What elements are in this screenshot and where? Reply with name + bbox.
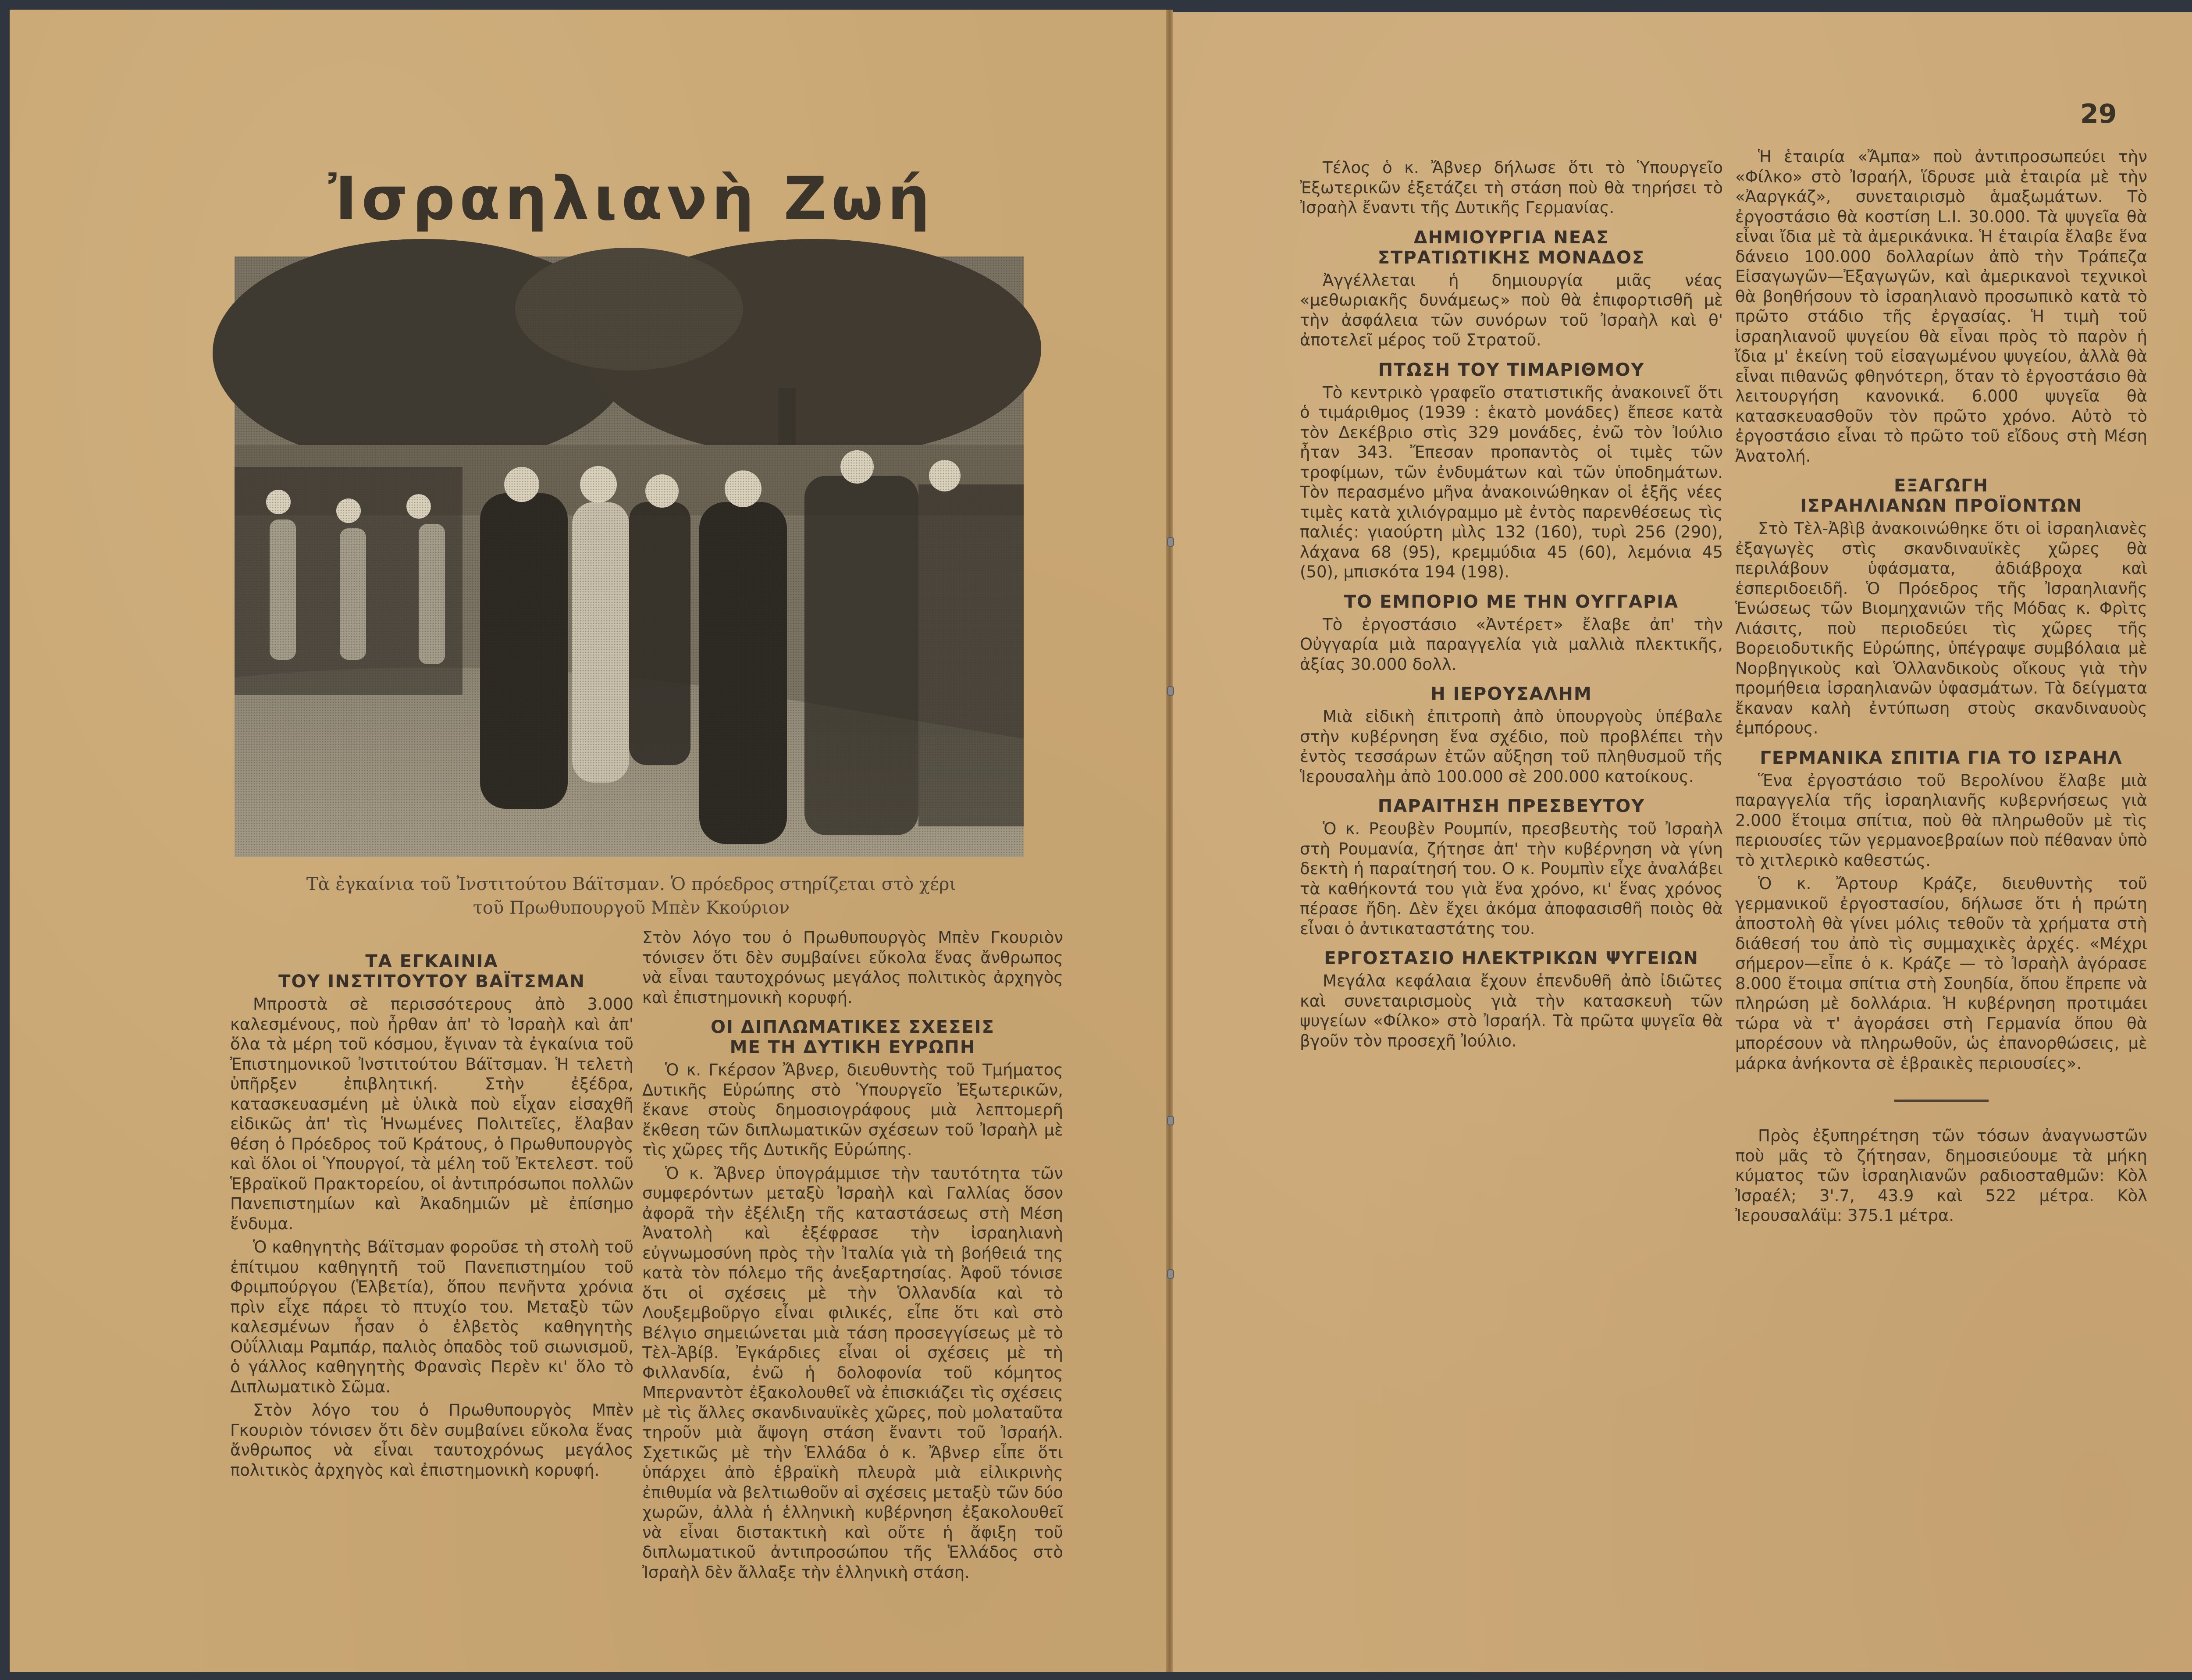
- weizmann-paragraph-1: Μπροστὰ σὲ περισσότερους ἀπὸ 3.000 καλεσμένους, ποὺ ἦρθαν ἀπ' τὸ Ἰσραὴλ καὶ ἀπ' ὅλα τὰ μέρη τοῦ κόσμου, ἔγιναν τὰ ἐγκαίνια τοῦ Ἐπιστημονικοῦ Ἰνστιτούτου Βάϊτσμαν. Ἡ τελετὴ ὑπῆρξεν ἐπιβλητική. Στὴν ἐξέδρα, κατασκευασμένη μὲ ὑλικὰ ποὺ εἶχαν εἰσαχθῆ εἰδικῶς ἀπ' τὶς Ἡνωμένες Πολιτεῖες, ἔλαβαν θέση ὁ Πρόεδρος τοῦ Κράτους, ὁ Πρωθυπουργὸς καὶ ὅλοι οἱ Ὑπουργοί, τὰ μέλη τοῦ Ἐκτελεστ. τοῦ Ἑβραϊκοῦ Πρακτορείου, οἱ ἀντιπρόσωποι πολλῶν Πανεπιστημίων καὶ Ἀκαδημιῶν μὲ ἐπίσημο ἔνδυμα.: [230, 995, 633, 1233]
- diplomatic-paragraph-3: Τέλος ὁ κ. Ἄβνερ δήλωσε ὅτι τὸ Ὑπουργεῖο Ἐξωτερικῶν ἐξετάζει τὴ στάση ποὺ θὰ τηρήσει τὸ Ἰσραὴλ ἔναντι τῆς Δυτικῆς Γερμανίας.: [1300, 158, 1723, 217]
- heading-jerusalem: Η ΙΕΡΟΥΣΑΛΗΜ: [1430, 684, 1592, 704]
- page-title: Ἰσραηλιανὴ Ζωή: [328, 164, 935, 234]
- fridges-paragraph-1: Μεγάλα κεφάλαια ἔχουν ἐπενδυθῆ ἀπὸ ἰδιῶτες καὶ συνεταιρισμοὺς γιὰ τὴν κατασκευὴ τῶν ψυγείων «Φίλκο» στὸ Ἰσραήλ. Τὰ πρῶτα ψυγεῖα θὰ βγοῦν τὸν προσεχῆ Ἰούλιο.: [1300, 972, 1723, 1050]
- weizmann-paragraph-3: Στὸν λόγο του ὁ Πρωθυπουργὸς Μπὲν Γκουριὸν τόνισεν ὅτι δὲν συμβαίνει εὔκολα ἕνας ἄνθρωπος νὰ εἶναι ταυτοχρόνως μεγάλος πολιτικὸς ἀρχηγὸς καὶ ἐπιστημονικὴ κορυφή.: [230, 1401, 633, 1480]
- column-1: [230, 951, 633, 1480]
- heading-hungary: ΤΟ ΕΜΠΟΡΙΟ ΜΕ ΤΗΝ ΟΥΓΓΑΡΙΑ: [1344, 591, 1679, 612]
- heading-weizmann: [230, 951, 633, 992]
- heading-weizmann-line2: ΤΟΥ ΙΝΣΤΙΤΟΥΤΟΥ ΒΑΪΤΣΜΑΝ: [278, 972, 585, 992]
- heading-military-line1: ΔΗΜΙΟΥΡΓΙΑ ΝΕΑΣ: [1413, 227, 1609, 248]
- weizmann-paragraph-3-tail: Στὸν λόγο του ὁ Πρωθυπουργὸς Μπὲν Γκουριὸν τόνισεν ὅτι δὲν συμβαίνει εὔκολα ἕνας ἄνθρωπος νὰ εἶναι ταυτοχρόνως μεγάλος πολιτικὸς ἀρχηγὸς καὶ ἐπιστημονικὴ κορυφή.: [642, 928, 1063, 1007]
- staple-icon: [1167, 686, 1174, 696]
- houses-paragraph-1: Ἕνα ἐργοστάσιο τοῦ Βερολίνου ἔλαβε μιὰ παραγγελία τῆς ἰσραηλιανῆς κυβερνήσεως γιὰ 2.000 ἕτοιμα σπίτια, ποὺ θὰ πληρωθοῦν μὲ τὶς περιουσίες τῶν γερμανοεβραίων ποὺ πέθαναν ὑπὸ τὸ χιτλερικὸ καθεστώς.: [1735, 771, 2147, 870]
- heading-houses: ΓΕΡΜΑΝΙΚΑ ΣΠΙΤΙΑ ΓΙΑ ΤΟ ΙΣΡΑΗΛ: [1760, 747, 2123, 768]
- column-4: [1735, 147, 2147, 1229]
- heading-diplomatic: [642, 1017, 1063, 1057]
- diplomatic-paragraph-2: Ὁ κ. Ἄβνερ ὑπογράμμισε τὴν ταυτότητα τῶν συμφερόντων μεταξὺ Ἰσραὴλ καὶ Γαλλίας ὅσον ἀφορᾶ τὴν ἐξέλιξη τῆς καταστάσεως στὴ Μέση Ἀνατολὴ καὶ ἐξέφρασε τὴν ἰσραηλιανὴ εὐγνωμοσύνη πρὸς τὴν Ἰταλία γιὰ τὴ βοήθειά της κατὰ τὸν πόλεμο τῆς ἀνεξαρτησίας. Ἀφοῦ τόνισε ὅτι οἱ σχέσεις μὲ τὴν Ὁλλανδία καὶ τὸ Λουξεμβοῦργο εἶναι φιλικές, εἶπε ὅτι καὶ στὸ Βέλγιο σημειώνεται μιὰ τάση προσεγγίσεως μὲ τὸ Τὲλ-Ἀβίβ. Ἐγκάρδιες εἶναι οἱ σχέσεις μὲ τὴ Φιλλανδία, ἐνῶ ἡ δολοφονία τοῦ κόμητος Μπερναντὸτ ἐξακολουθεῖ νὰ ἐπισκιάζει τὶς σχέσεις μὲ τὶς ἄλλες σκανδιναυϊκὲς χῶρες, ποὺ μολαταῦτα τηροῦν μιὰ ἄψογη στάση ἔναντι τοῦ Ἰσραήλ. Σχετικῶς μὲ τὴν Ἑλλάδα ὁ κ. Ἄβνερ εἶπε ὅτι ὑπάρχει ἀπὸ ἑβραϊκὴ πλευρὰ μιὰ εἰλικρινὴς ἐπιθυμία νὰ βελτιωθοῦν αἱ σχέσεις μεταξὺ τῶν δύο χωρῶν, ἀλλὰ ἡ ἑλληνικὴ κυβέρνηση ἐξακολουθεῖ νὰ εἶναι διστακτικὴ καὶ οὔτε ἡ ἄφιξη τοῦ διπλωματικοῦ ἀντιπροσώπου τῆς Ἑλλάδος στὸ Ἰσραὴλ δὲν ἄλλαξε τὴν ἑλληνικὴ στάση.: [642, 1164, 1063, 1582]
- weizmann-paragraph-2: Ὁ καθηγητὴς Βάϊτσμαν φοροῦσε τὴ στολὴ τοῦ ἐπίτιμου καθηγητῆ τοῦ Πανεπιστημίου τοῦ Φριμπούργου (Ἑλβετία), ὅπου πενῆντα χρόνια πρὶν εἶχε πάρει τὸ πτυχίο του. Μεταξὺ τῶν καλεσμένων ἦσαν ὁ ἐλβετὸς καθηγητὴς Οὐΐλλιαμ Ραμπάρ, παλιὸς ὀπαδὸς τοῦ σιωνισμοῦ, ὁ γάλλος καθηγητὴς Φρανσὶς Περὲν κι' ὅλο τὸ Διπλωματικὸ Σῶμα.: [230, 1238, 633, 1396]
- heading-fridges: ΕΡΓΟΣΤΑΣΙΟ ΗΛΕΚΤΡΙΚΩΝ ΨΥΓΕΙΩΝ: [1324, 948, 1699, 968]
- weizmann-paragraph-3-continued: [642, 928, 1063, 1007]
- houses-paragraph-2: Ὁ κ. Ἄρτουρ Κράζε, διευθυντὴς τοῦ γερμανικοῦ ἐργοστασίου, δήλωσε ὅτι ἡ πρώτη ἀποστολὴ θὰ γίνει μόλις τεθοῦν τὰ χρήματα στὴ διάθεσή του ἀπὸ τὶς συμμαχικὲς ἀρχές. «Μέχρι σήμερον—εἶπε ὁ κ. Κράζε — τὸ Ἰσραὴλ ἀγόρασε 8.000 ἕτοιμα σπίτια στὴ Σουηδία, ὅπου ἔπρεπε νὰ πληρώση μὲ δολλάρια. Ἡ κυβέρνηση προτιμάει τώρα νὰ τ' ἀγοράσει στὴ Γερμανία ὅπου θὰ μπορέσουν νὰ πληρωθοῦν, ὡς ἐπανορθώσεις, μὲ μάρκα ἀνήκοντα σὲ ἑβραικὲς περιουσίες».: [1735, 874, 2147, 1073]
- hungary-paragraph: Τὸ ἐργοστάσιο «Ἀντέρετ» ἔλαβε ἀπ' τὴν Οὐγγαρία μιὰ παραγγελία γιὰ μαλλιὰ πλεκτικῆς, ἀξίας 30.000 δολλ.: [1300, 615, 1723, 674]
- radio-paragraph: Πρὸς ἐξυπηρέτηση τῶν τόσων ἀναγνωστῶν ποὺ μᾶς τὸ ζήτησαν, δημοσιεύουμε τὰ μήκη κύματος τῶν ἰσραηλιανῶν ραδιοσταθμῶν: Κὸλ Ἰσραέλ; 3'.7, 43.9 καὶ 522 μέτρα. Κὸλ Ἰερουσαλάϊμ: 375.1 μέτρα.: [1735, 1126, 2147, 1225]
- crowd-photo-image: [235, 256, 1024, 857]
- military-paragraph: Ἀγγέλλεται ἡ δημιουργία μιᾶς νέας «μεθωριακῆς δυνάμεως» ποὺ θὰ ἐπιφορτισθῆ μὲ τὴν ἀσφάλεια τῶν συνόρων τοῦ Ἰσραὴλ καὶ θ' ἀποτελεῖ μέρος τοῦ Στρατοῦ.: [1300, 271, 1723, 349]
- heading-military: [1300, 228, 1723, 268]
- column-3: [1300, 158, 1723, 1054]
- column-2: [642, 928, 1063, 1582]
- diplomatic-paragraph-1: Ὁ κ. Γκέρσον Ἄβνερ, διευθυντὴς τοῦ Τμήματος Δυτικῆς Εὐρώπης στὸ Ὑπουργεῖο Ἐξωτερικῶν, ἔκανε στοὺς δημοσιογράφους μιὰ λεπτομερῆ ἔκθεση τῶν διπλωματικῶν σχέσεων τοῦ Ἰσραὴλ μὲ τὶς χῶρες τῆς Δυτικῆς Εὐρώπης.: [642, 1061, 1063, 1159]
- staple-icon: [1167, 1116, 1174, 1125]
- fridges-paragraph-2: Ἡ ἑταιρία «Ἄμπα» ποὺ ἀντιπροσωπεύει τὴν «Φίλκο» στὸ Ἰσραήλ, ἵδρυσε μιὰ ἑταιρία μὲ τὴν «Ἀαργκάζ», συνεταιρισμὸ ἁμαξωμάτων. Τὸ ἐργοστάσιο θὰ κοστίση L.I. 30.000. Τὰ ψυγεῖα θὰ εἶναι ἴδια μὲ τὰ ἀμερικάνικα. Ἡ ἑταιρία ἔλαβε ἕνα δάνειο 100.000 δολλαρίων ἀπὸ τὴν Τράπεζα Εἰσαγωγῶν—Ἐξαγωγῶν, καὶ ἀμερικανοὶ τεχνικοὶ θὰ βοηθήσουν τὸ ἰσραηλιανὸ προσωπικὸ κατὰ τὸ πρῶτο στάδιο τῆς ἐργασίας. Ἡ τιμὴ τοῦ ἰσραηλιανοῦ ψυγείου θὰ εἶναι πρὸς τὸ παρὸν ἡ ἴδια μ' ἐκείνη τοῦ εἰσαγωμένου ψυγείου, ἀλλὰ θὰ εἶναι πιθανῶς φθηνότερη, ὅταν τὸ ἐργοστάσιο θὰ λειτουργήση κανονικά. 6.000 ψυγεῖα θὰ κατασκευασθοῦν τὸν πρῶτο χρόνο. Αὐτὸ τὸ ἐργοστάσιο εἶναι τὸ πρῶτο τοῦ εἴδους στὴ Μέση Ἀνατολή.: [1735, 147, 2147, 466]
- photo-weizmann-institute: [235, 256, 1024, 857]
- prices-paragraph: Τὸ κεντρικὸ γραφεῖο στατιστικῆς ἀνακοινεῖ ὅτι ὁ τιμάριθμος (1939 : ἑκατὸ μονάδες) ἔπεσε κατὰ τὸν Δεκέβριο στὶς 329 μονάδες, ἐνῶ τὸν Ἰούλιο ἦταν 343. Ἔπεσαν προπαντὸς οἱ τιμὲς τῶν τροφίμων, τῶν ἐνδυμάτων καὶ τῶν ὑποδημάτων. Τὸν περασμένο μῆνα ἀνακοινώθηκαν οἱ ἑξῆς νέες τιμὲς κατὰ χιλιόγραμμο μὲ ἐντὸς παρενθέσεως τὶς παλιές: γιαούρτη μὶλς 132 (160), τυρὶ 256 (290), λάχανα 68 (95), κρεμμύδια 45 (60), λεμόνια 45 (50), μπισκότα 194 (198).: [1300, 383, 1723, 581]
- heading-exports-line2: ΙΣΡΑΗΛΙΑΝΩΝ ΠΡΟΪΟΝΤΩΝ: [1800, 496, 2082, 516]
- jerusalem-paragraph: Μιὰ εἰδικὴ ἐπιτροπὴ ἀπὸ ὑπουργοὺς ὑπέβαλε στὴν κυβέρνηση ἕνα σχέδιο, ποὺ προβλέπει τὴν ἐντὸς τεσσάρων ἐτῶν αὔξηση τοῦ πληθυσμοῦ τῆς Ἱερουσαλὴμ ἀπὸ 100.000 σὲ 200.000 κατοίκους.: [1300, 707, 1723, 786]
- staple-icon: [1167, 1269, 1174, 1279]
- exports-paragraph: Στὸ Τὲλ-Ἀβὶβ ἀνακοινώθηκε ὅτι οἱ ἰσραηλιανὲς ἐξαγωγὲς στὶς σκανδιναυϊκὲς χῶρες θὰ περιλάβουν ὑφάσματα, ἀδιάβροχα καὶ ἑσπεριδοειδῆ. Ὁ Πρόεδρος τῆς Ἰσραηλιανῆς Ἑνώσεως τῶν Βιομηχανιῶν τῆς Μόδας κ. Φρὶτς Λιάσιτς, ποὺ περιοδεύει τὶς χῶρες τῆς Βορειοδυτικῆς Εὐρώπης, ὑπέγραψε συμβόλαια μὲ Νορβηγικοὺς καὶ Ὁλλανδικοὺς οἴκους γιὰ τὴν προμήθεια ἰσραηλιανῶν ὑφασμάτων. Τὰ δείγματα ἔκαναν καλὴ ἐντύπωση στοὺς σκανδιναυοὺς ἐμπόρους.: [1735, 519, 2147, 737]
- heading-prices: ΠΤΩΣΗ ΤΟΥ ΤΙΜΑΡΙΘΜΟΥ: [1378, 359, 1645, 380]
- heading-weizmann-line1: ΤΑ ΕΓΚΑΙΝΙΑ: [365, 951, 498, 972]
- heading-diplomatic-line2: ΜΕ ΤΗ ΔΥΤΙΚΗ ΕΥΡΩΠΗ: [729, 1037, 976, 1057]
- staple-icon: [1167, 537, 1174, 547]
- heading-exports-line1: ΕΞΑΓΩΓΗ: [1893, 476, 1989, 496]
- heading-diplomatic-line1: ΟΙ ΔΙΠΛΩΜΑΤΙΚΕΣ ΣΧΕΣΕΙΣ: [711, 1017, 995, 1037]
- section-divider: [1894, 1100, 1989, 1102]
- heading-ambassador: ΠΑΡΑΙΤΗΣΗ ΠΡΕΣΒΕΥΤΟΥ: [1377, 796, 1645, 816]
- ambassador-paragraph: Ὁ κ. Ρεουβὲν Ρουμπίν, πρεσβευτὴς τοῦ Ἰσραὴλ στὴ Ρουμανία, ζήτησε ἀπ' τὴν κυβέρνηση νὰ γίνη δεκτὴ ἡ παραίτησή του. Ο κ. Ρουμπὶν εἶχε ἀναλάβει τὰ καθήκοντά του γιὰ ἕνα χρόνο, κι' ἕνας χρόνος πέρασε ἤδη. Δὲν ἔχει ἀκόμα ἀποφασισθῆ ποιὸς θὰ εἶναι ὁ ἀντικαταστάτης του.: [1300, 819, 1723, 938]
- photo-caption: [237, 872, 1026, 920]
- photo-caption-line2: τοῦ Πρωθυπουργοῦ Μπὲν Κκούριον: [473, 898, 790, 918]
- heading-exports: [1735, 476, 2147, 516]
- page-number: 29: [2080, 99, 2117, 129]
- heading-military-line2: ΣΤΡΑΤΙΩΤΙΚΗΣ ΜΟΝΑΔΟΣ: [1377, 247, 1645, 268]
- book-gutter: [1166, 10, 1173, 1672]
- photo-caption-line1: Τὰ ἐγκαίνια τοῦ Ἰνστιτούτου Βάϊτσμαν. Ὁ πρόεδρος στηρίζεται στὸ χέρι: [306, 874, 957, 894]
